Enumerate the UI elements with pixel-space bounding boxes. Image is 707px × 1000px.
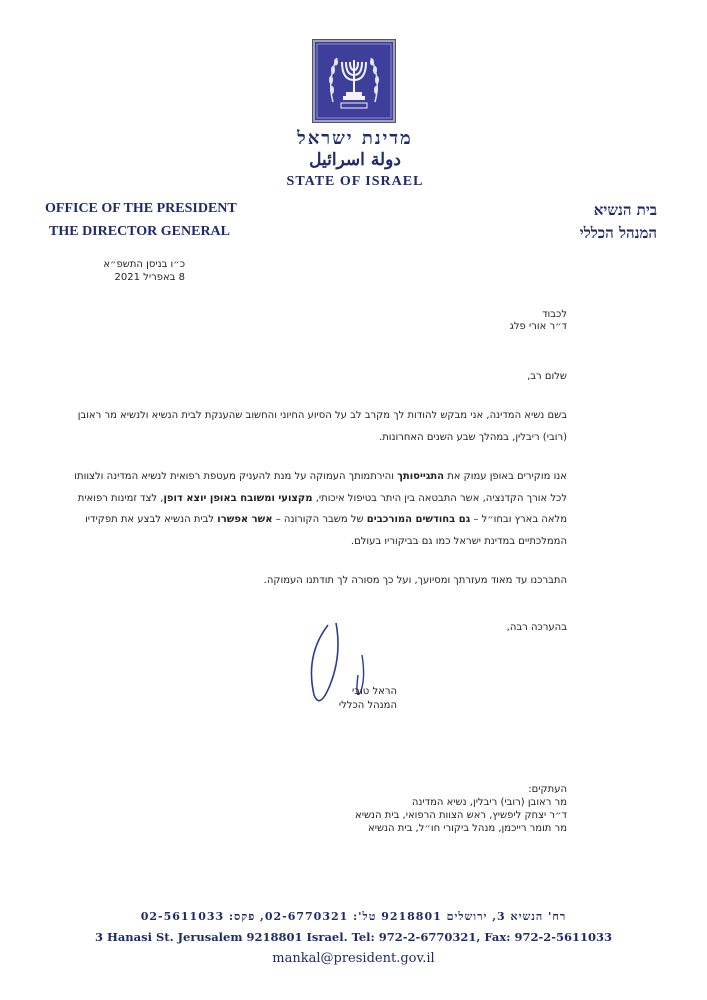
footer-email: mankal@president.gov.il: [272, 951, 435, 966]
body-paragraph-1: בשם נשיא המדינה, אני מבקש להודות לך מקרב לב על הסיוע החיוני והחשוב שהענקת לבית הנשיא ולנשיא מר ראובן (רובי) ריבלין, במהלך שבע השנים האחרונות.: [77, 410, 567, 443]
para2-bold: התגייסותך: [397, 471, 445, 482]
director-title-english: THE DIRECTOR GENERAL: [49, 224, 231, 239]
recipient-name: ד״ר אורי פלג: [509, 321, 567, 332]
cc-item: מר תומר רייכמן, מנהל ביקורי חו״ל, בית הנשיא: [368, 823, 567, 834]
office-title-hebrew: בית הנשיא: [593, 201, 657, 219]
director-title-hebrew: המנהל הכללי: [579, 224, 657, 242]
office-title-english: OFFICE OF THE PRESIDENT: [45, 201, 237, 216]
para2-text: של משבר הקורונה –: [272, 514, 367, 525]
body-paragraph-3: התברכנו עד מאוד מעזרתך ומסיועך, ועל כך מסורה לך תודתנו העמוקה.: [263, 575, 567, 586]
recipient-salutation: לכבוד: [542, 309, 567, 320]
signatory-title: המנהל הכללי: [338, 700, 397, 711]
hebrew-date: כ״ו בניסן התשפ״א: [103, 259, 185, 270]
para2-text: , לצד זמינות רפואית מלאה בארץ ובחו״ל –: [77, 492, 567, 525]
arabic-state-name: دولة اسرائيل: [309, 150, 401, 170]
english-state-name: STATE OF ISRAEL: [286, 174, 424, 189]
signatory-name: הראל טובי: [352, 686, 397, 697]
hebrew-state-name: מדינת ישראל: [297, 128, 413, 149]
closing-regards: בהערכה רבה,: [506, 622, 567, 633]
para2-text: אנו מוקירים באופן עמוק את: [444, 471, 567, 482]
menorah-emblem-icon: [313, 40, 395, 122]
footer-hebrew-address: רח' הנשיא 3, ירושלים 9218801 טל': 02-6770321, פקס: 02-5611033: [140, 910, 567, 923]
cc-label: העתקים:: [528, 784, 567, 795]
cc-item: ד״ר יצחק ליפשיץ, ראש הצוות הרפואי, בית הנשיא: [355, 810, 567, 821]
footer-english-address: 3 Hanasi St. Jerusalem 9218801 Israel. Tel: 972-2-6770321, Fax: 972-2-5611033: [94, 930, 613, 944]
greeting: שלום רב,: [527, 371, 567, 382]
para2-text: והירתמותך העמוקה על מנת להעניק מעטפת רפואית לנשיא המדינה ולצוותו לכל אורך הקדנציה, אשר התבטאה בין היתר בטיפול איכותי,: [74, 471, 567, 504]
para2-bold: גם בחודשים המורכבים: [366, 514, 471, 525]
body-paragraph-2: [62, 466, 567, 552]
cc-item: מר ראובן (רובי) ריבלין, נשיא המדינה: [411, 797, 567, 808]
para2-bold: מקצועי ומשובח באופן יוצא דופן: [163, 492, 313, 504]
gregorian-date: 8 באפריל 2021: [114, 272, 185, 283]
para2-text: לבית הנשיא לבצע את תפקידיו הממלכתיים במדינת ישראל כמו גם בביקוריו בעולם.: [85, 514, 567, 547]
para2-bold: אשר אפשרו: [217, 514, 273, 525]
